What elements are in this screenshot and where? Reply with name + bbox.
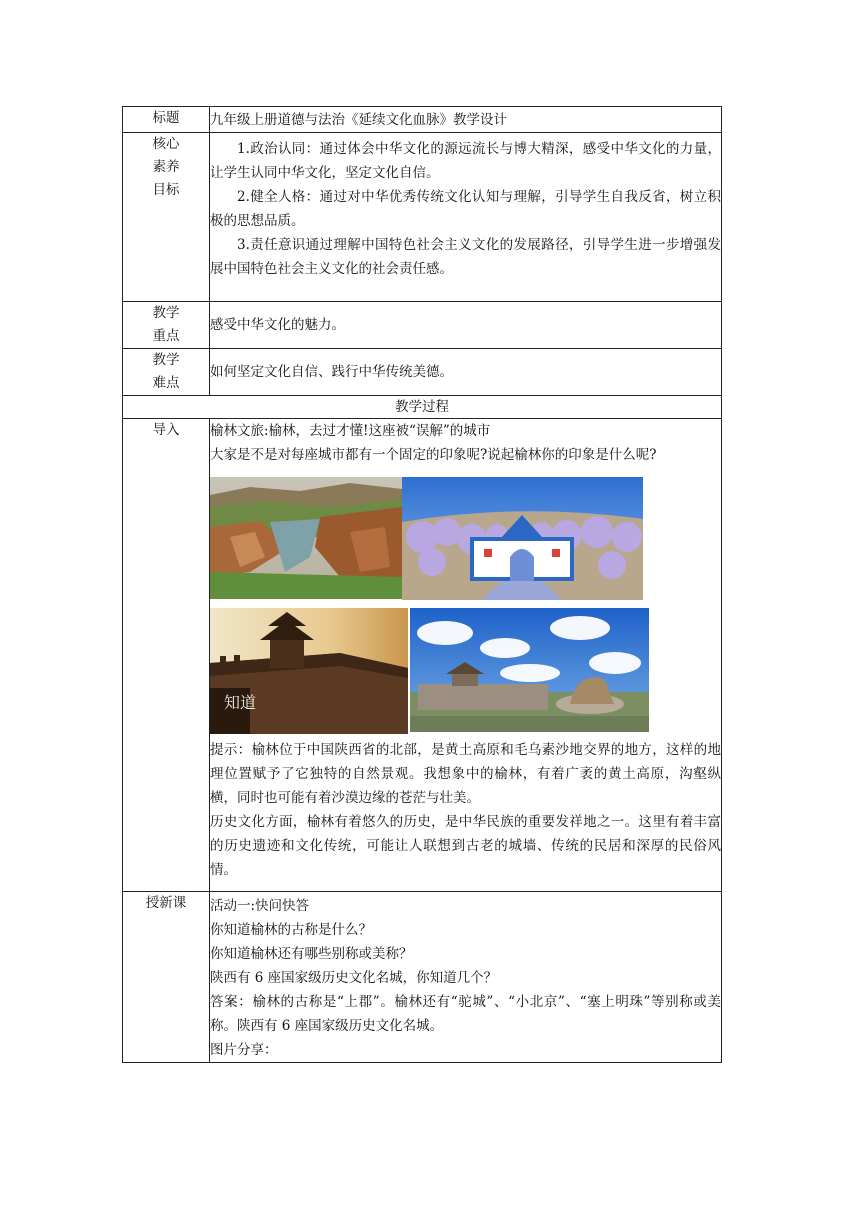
goal-item: 2.健全人格：通过对中华优秀传统文化认知与理解，引导学生自我反省，树立积极的思想品质。: [210, 189, 721, 229]
goals-row: [123, 133, 722, 302]
key-point-row: [123, 302, 722, 349]
photo-caption: 知道: [224, 693, 257, 712]
canyon-photo: [210, 477, 402, 599]
new-lesson-label: 授新课: [123, 892, 210, 1063]
new-lesson-line: 陕西有 6 座国家级历史文化名城，你知道几个？: [210, 970, 498, 986]
photo-row-2: [210, 608, 721, 734]
goals-label-line: 核心: [152, 136, 180, 152]
new-lesson-line: 你知道榆林还有哪些别称或美称？: [210, 946, 413, 962]
intro-content: [210, 419, 722, 892]
process-title: 教学过程: [123, 396, 722, 419]
key-point-text: 感受中华文化的魅力。: [210, 302, 722, 349]
key-point-label-line: 教学: [152, 305, 180, 321]
difficulty-text: 如何坚定文化自信、践行中华传统美德。: [210, 349, 722, 396]
goal-item: 3.责任意识通过理解中国特色社会主义文化的发展路径，引导学生进一步增强发展中国特色社会主义文化的社会责任感。: [210, 237, 721, 277]
lesson-plan-table: [122, 106, 722, 1063]
goals-label-line: 目标: [152, 182, 180, 198]
intro-row: [123, 419, 722, 892]
key-point-label-line: 重点: [152, 328, 180, 344]
goals-label: [123, 133, 210, 302]
key-point-label: [123, 302, 210, 349]
title-row: [123, 107, 722, 133]
difficulty-label-line: 教学: [152, 352, 180, 368]
difficulty-label-line: 难点: [152, 375, 180, 391]
new-lesson-answer: 答案：榆林的古称是“上郡”。榆林还有“驼城”、“小北京”、“塞上明珠”等别称或美称。陕西有 6 座国家级历史文化名城。: [210, 994, 721, 1034]
new-lesson-line: 活动一:快问快答: [210, 898, 310, 914]
difficulty-row: [123, 349, 722, 396]
page-title: 九年级上册道德与法治《延续文化血脉》教学设计: [210, 107, 722, 133]
intro-label: 导入: [123, 419, 210, 892]
fortress-tower-photo: [210, 608, 408, 734]
new-lesson-line: 你知道榆林的古称是什么？: [210, 922, 372, 938]
intro-history: 历史文化方面，榆林有着悠久的历史，是中华民族的重要发祥地之一。这里有着丰富的历史遗迹和文化传统，可能让人联想到古老的城墙、传统的民居和深厚的民俗风情。: [210, 814, 721, 878]
intro-tip: 提示：榆林位于中国陕西省的北部，是黄土高原和毛乌素沙地交界的地方，这样的地理位置赋予了它独特的自然景观。我想象中的榆林，有着广袤的黄土高原，沟壑纵横，同时也可能有着沙漠边缘的苍茫与壮美。: [210, 742, 721, 806]
goal-item: 1.政治认同：通过体会中华文化的源远流长与博大精深，感受中华文化的力量，让学生认同中华文化，坚定文化自信。: [210, 141, 721, 181]
title-label: 标题: [123, 107, 210, 133]
new-lesson-row: [123, 892, 722, 1063]
goals-label-line: 素养: [152, 159, 180, 175]
goals-content: [210, 133, 722, 302]
park-gate-photo: [402, 477, 643, 600]
city-gate-statue-photo: [410, 608, 649, 732]
new-lesson-content: [210, 892, 722, 1063]
process-title-row: [123, 396, 722, 419]
intro-line: 榆林文旅:榆林，去过才懂!这座被“误解”的城市: [210, 423, 491, 439]
difficulty-label: [123, 349, 210, 396]
intro-question: 大家是不是对每座城市都有一个固定的印象呢?说起榆林你的印象是什么呢?: [210, 447, 657, 463]
photo-row-1: [210, 477, 721, 600]
new-lesson-line: 图片分享：: [210, 1042, 278, 1058]
